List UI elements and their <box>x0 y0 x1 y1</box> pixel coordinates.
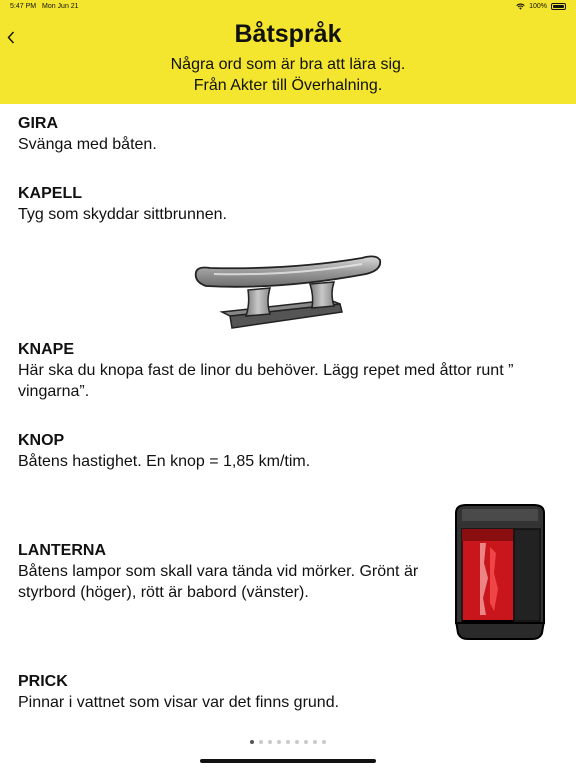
entry-prick <box>18 672 563 713</box>
page-dot[interactable] <box>304 740 308 744</box>
page-title: Båtspråk <box>234 20 342 48</box>
status-right <box>516 3 566 10</box>
subtitle-line-1: Några ord som är bra att lära sig. <box>170 56 406 73</box>
lantern-illustration <box>450 503 550 641</box>
battery-icon <box>551 3 566 10</box>
description: Tyg som skyddar sittbrunnen. <box>18 206 227 223</box>
entry-kapell <box>18 184 438 225</box>
description: Här ska du knopa fast de linor du behöver. Lägg repet med åttor runt ” vingarna”. <box>18 362 514 400</box>
page-dot[interactable] <box>268 740 272 744</box>
term: GIRA <box>18 115 58 132</box>
entry-gira <box>18 114 438 155</box>
home-indicator[interactable] <box>200 759 376 763</box>
status-time: 5:47 PM <box>10 3 37 10</box>
status-bar <box>0 0 576 14</box>
term: KNAPE <box>18 341 75 358</box>
page-dot[interactable] <box>295 740 299 744</box>
battery-percent: 100% <box>529 3 547 10</box>
page-dot[interactable] <box>322 740 326 744</box>
entry-knop <box>18 431 438 472</box>
term: KNOP <box>18 432 65 449</box>
header <box>0 0 576 104</box>
page-dot[interactable] <box>259 740 263 744</box>
page-dot[interactable] <box>313 740 317 744</box>
wifi-icon <box>516 3 525 10</box>
description: Pinnar i vattnet som visar var det finns grund. <box>18 694 340 711</box>
term: PRICK <box>18 673 68 690</box>
subtitle-line-2: Från Akter till Överhalning. <box>193 77 383 94</box>
description: Båtens hastighet. En knop = 1,85 km/tim. <box>18 453 311 470</box>
entry-lanterna <box>18 541 438 603</box>
page-dot[interactable] <box>277 740 281 744</box>
status-date: Mon Jun 21 <box>42 3 79 10</box>
page-dot[interactable] <box>250 740 254 744</box>
entry-knape <box>18 340 563 402</box>
term: LANTERNA <box>18 542 106 559</box>
cleat-illustration <box>190 250 386 334</box>
term: KAPELL <box>18 185 82 202</box>
description: Svänga med båten. <box>18 136 157 153</box>
page-indicator[interactable] <box>0 740 576 744</box>
page-dot[interactable] <box>286 740 290 744</box>
description: Båtens lampor som skall vara tända vid mörker. Grönt är styrbord (höger), rött är babord (vänster). <box>18 563 419 601</box>
